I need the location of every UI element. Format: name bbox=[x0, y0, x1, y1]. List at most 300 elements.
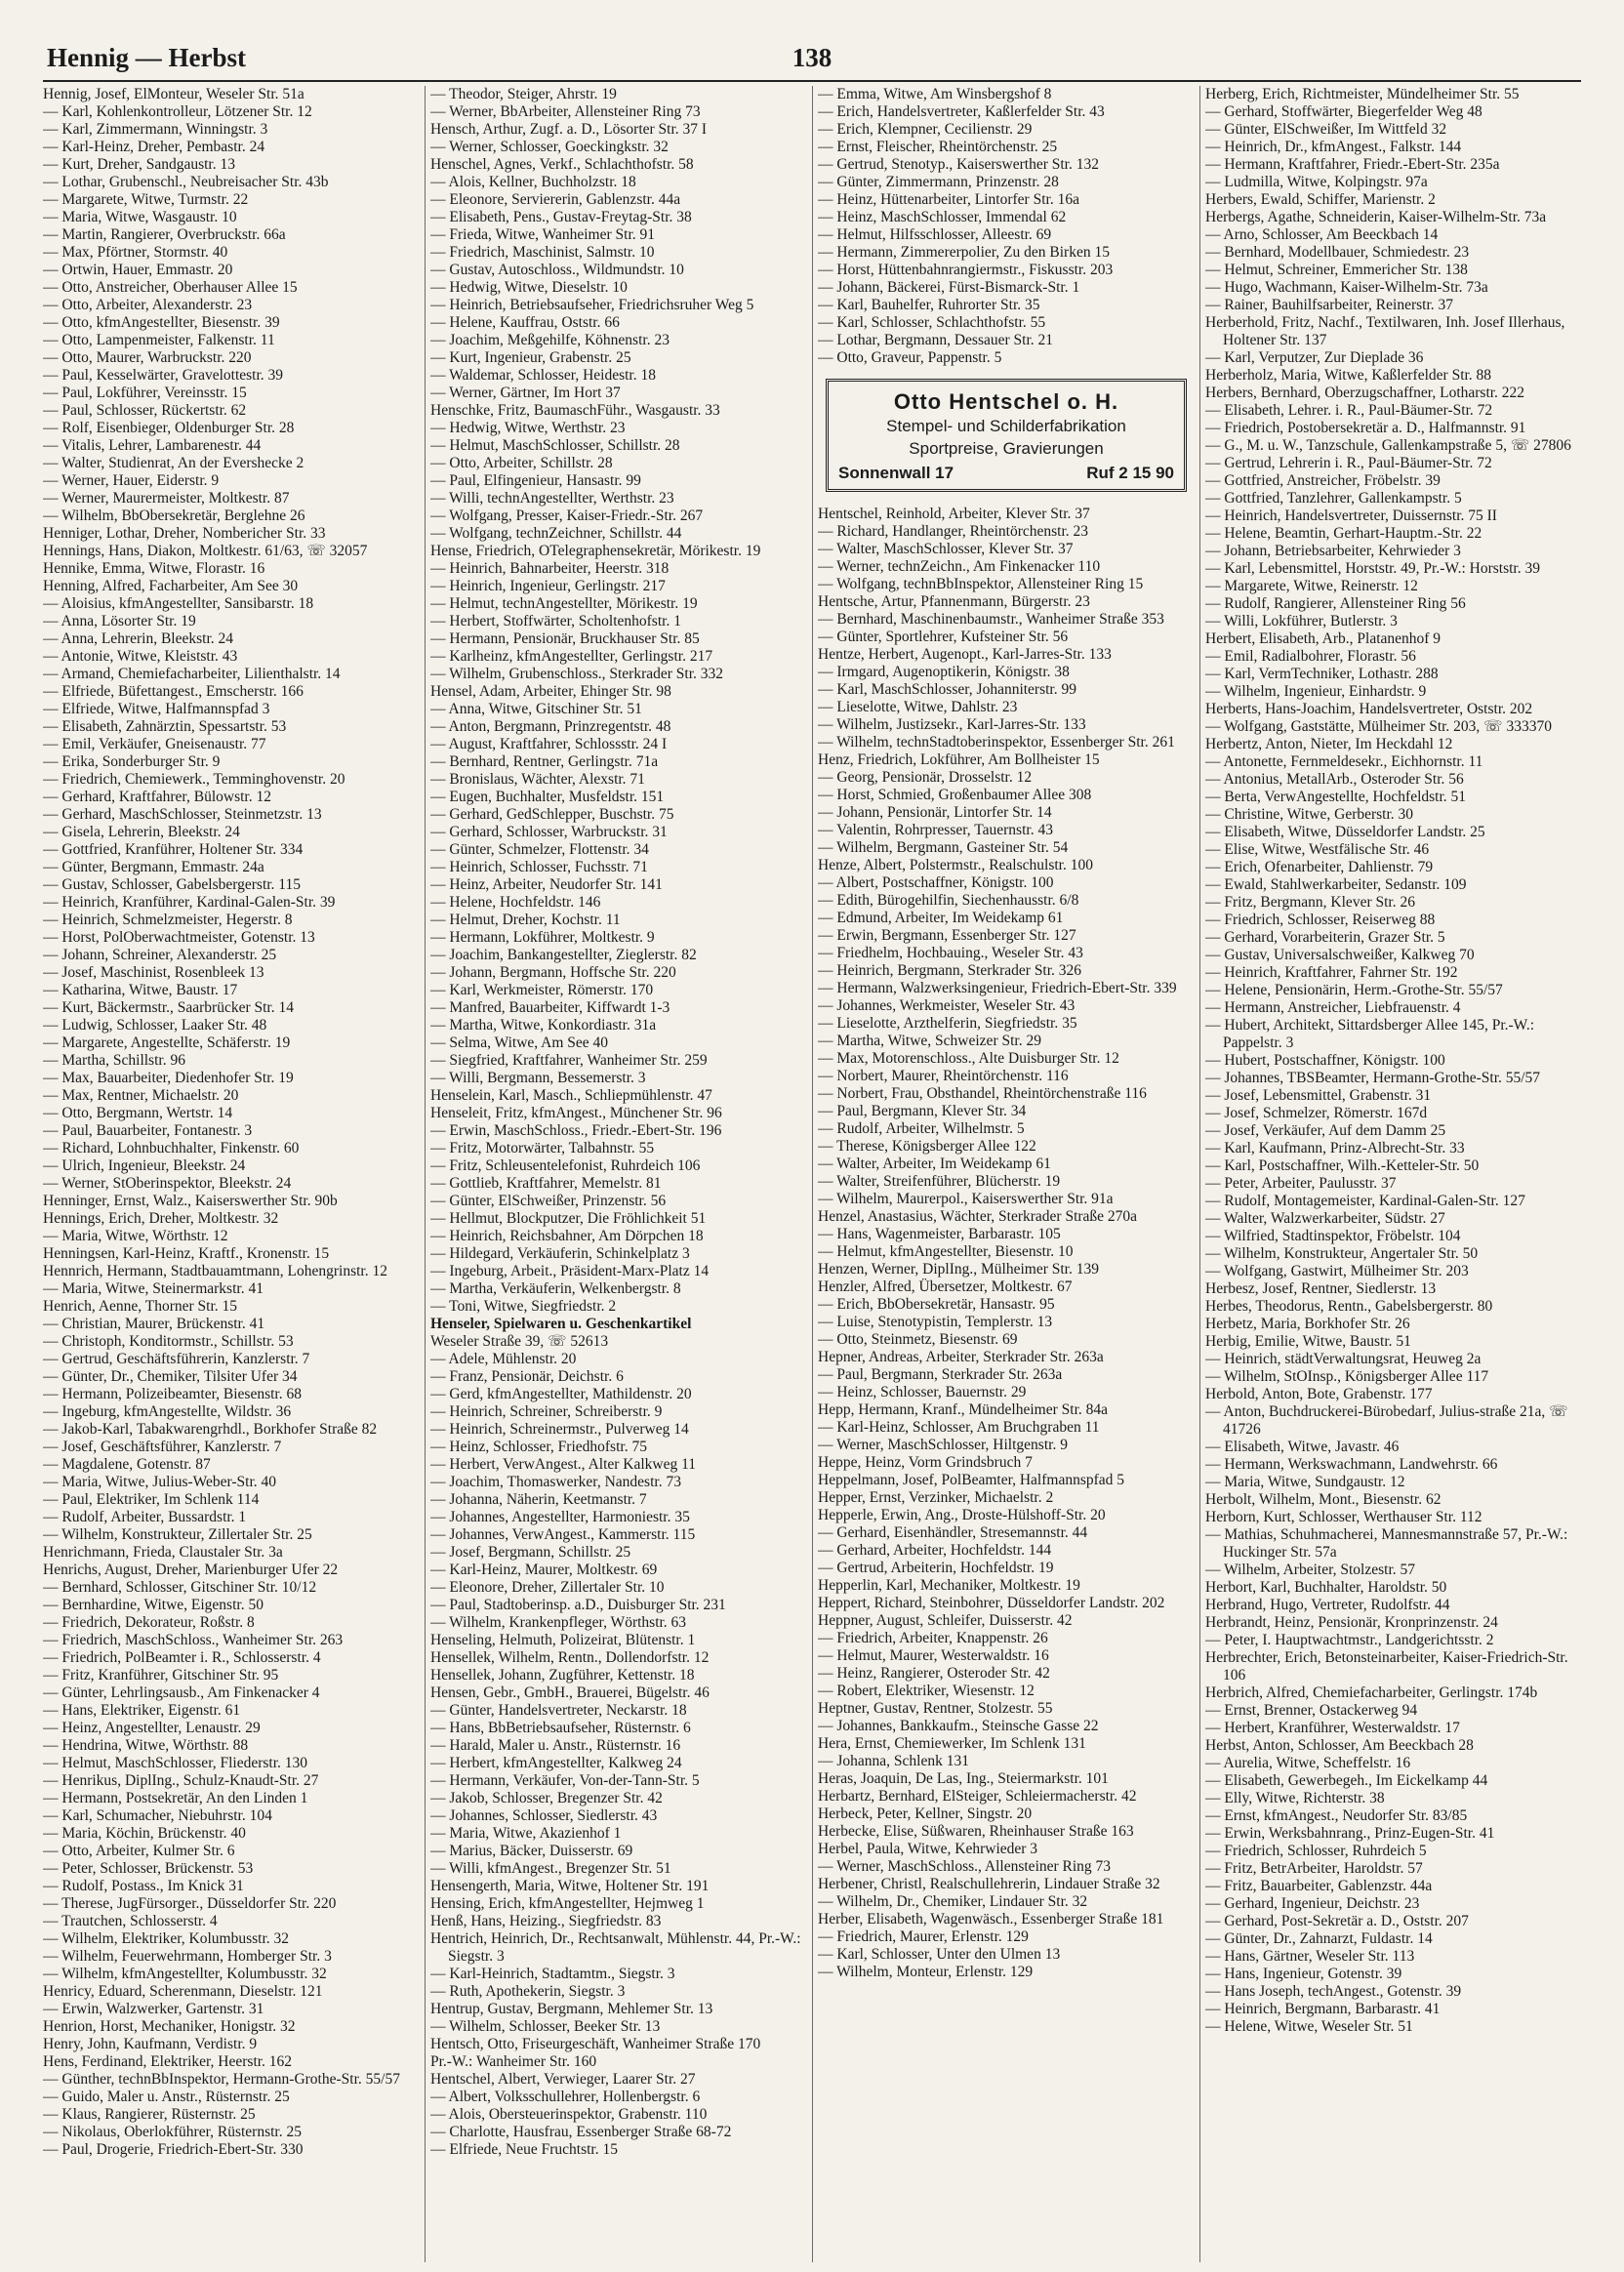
directory-entry: Hensengerth, Maria, Witwe, Holtener Str. 191 bbox=[430, 1878, 710, 1894]
directory-entry: — Maria, Witwe, Wörthstr. 12 bbox=[43, 1228, 228, 1244]
directory-entry: — Lieselotte, Witwe, Dahlstr. 23 bbox=[818, 699, 1018, 715]
directory-entry: Heras, Joaquin, De Las, Ing., Steiermarkstr. 101 bbox=[818, 1770, 1109, 1787]
directory-entry: — Elisabeth, Zahnärztin, Spessartstr. 53 bbox=[43, 718, 287, 735]
directory-entry: — Gerhard, Schlosser, Warbruckstr. 31 bbox=[430, 824, 668, 840]
column-rule bbox=[1199, 86, 1200, 2262]
directory-entry: — Hermann, Pensionär, Bruckhauser Str. 85 bbox=[430, 630, 700, 647]
directory-entry: — Peter, Arbeiter, Paulusstr. 37 bbox=[1205, 1175, 1397, 1192]
directory-entry: — Helmut, Dreher, Kochstr. 11 bbox=[430, 912, 621, 928]
directory-entry: — Edmund, Arbeiter, Im Weidekamp 61 bbox=[818, 910, 1064, 926]
directory-entry: — Otto, Maurer, Warbruckstr. 220 bbox=[43, 349, 252, 366]
directory-entry: Hentrich, Heinrich, Dr., Rechtsanwalt, Mühlenstr. 44, Pr.-W.: Siegstr. 3 bbox=[430, 1930, 801, 1965]
directory-entry: — Günter, Sportlehrer, Kufsteiner Str. 56 bbox=[818, 629, 1069, 645]
directory-entry: Herbartz, Bernhard, ElSteiger, Schleiermacherstr. 42 bbox=[818, 1788, 1137, 1805]
directory-entry: — Heinrich, Kranführer, Kardinal-Galen-Str. 39 bbox=[43, 894, 336, 911]
directory-entry: Herbesz, Josef, Rentner, Siedlerstr. 13 bbox=[1205, 1280, 1437, 1297]
directory-entry: — Josef, Bergmann, Schillstr. 25 bbox=[430, 1544, 631, 1561]
directory-entry: Herbertz, Anton, Nieter, Im Heckdahl 12 bbox=[1205, 736, 1453, 752]
directory-entry: — Bernhard, Modellbauer, Schmiedestr. 23 bbox=[1205, 244, 1470, 261]
directory-entry: — Ludmilla, Witwe, Kolpingstr. 97a bbox=[1205, 174, 1428, 190]
directory-entry: Henninger, Ernst, Walz., Kaiserswerther Str. 90b bbox=[43, 1193, 338, 1209]
directory-entry: — Friedhelm, Hochbauing., Weseler Str. 43 bbox=[818, 945, 1083, 961]
directory-entry: — Fritz, Schleusentelefonist, Ruhrdeich 106 bbox=[430, 1157, 701, 1174]
directory-entry: — Johann, Bäckerei, Fürst-Bismarck-Str. 1 bbox=[818, 279, 1080, 296]
directory-entry: — Gerhard, Kraftfahrer, Bülowstr. 12 bbox=[43, 789, 271, 805]
column-rule bbox=[812, 86, 813, 2262]
directory-entry: — Karl, Bauhelfer, Ruhrorter Str. 35 bbox=[818, 297, 1040, 313]
directory-entry: Hensellek, Johann, Zugführer, Kettenstr. 18 bbox=[430, 1667, 695, 1684]
directory-entry: Herbergs, Agathe, Schneiderin, Kaiser-Wilhelm-Str. 73a bbox=[1205, 209, 1547, 225]
directory-entry: Herbst, Anton, Schlosser, Am Beeckbach 28 bbox=[1205, 1737, 1474, 1754]
directory-entry: — Heinrich, städtVerwaltungsrat, Heuweg 2a bbox=[1205, 1351, 1482, 1367]
directory-entry: Henzler, Alfred, Übersetzer, Moltkestr. 67 bbox=[818, 1278, 1073, 1295]
directory-entry: — Hans, Ingenieur, Gotenstr. 39 bbox=[1205, 1966, 1402, 1982]
directory-entry: — Helmut, MaschSchlosser, Fliederstr. 130 bbox=[43, 1755, 308, 1771]
directory-entry: — Karl-Heinz, Maurer, Moltkestr. 69 bbox=[430, 1562, 658, 1578]
directory-entry: Herborn, Kurt, Schlosser, Werthauser Str. 112 bbox=[1205, 1509, 1482, 1525]
directory-entry: Henselein, Karl, Masch., Schliepmühlenstr. 47 bbox=[430, 1087, 712, 1104]
directory-entry: — Günter, Dr., Chemiker, Tilsiter Ufer 34 bbox=[43, 1368, 298, 1385]
directory-entry: — Gustav, Autoschloss., Wildmundstr. 10 bbox=[430, 262, 684, 278]
directory-entry: — Emil, Verkäufer, Gneisenaustr. 77 bbox=[43, 736, 266, 752]
directory-entry: — Helmut, Hilfsschlosser, Alleestr. 69 bbox=[818, 226, 1052, 243]
directory-entry: Henrichmann, Frieda, Claustaler Str. 3a bbox=[43, 1544, 283, 1561]
directory-entry: — Hans Joseph, techAngest., Gotenstr. 39 bbox=[1205, 1983, 1462, 2000]
directory-entry: — Heinrich, Kraftfahrer, Fahrner Str. 192 bbox=[1205, 964, 1458, 981]
directory-entry: — Günther, technBbInspektor, Hermann-Grothe-Str. 55/57 bbox=[43, 2071, 400, 2088]
directory-entry: — Fritz, Motorwärter, Talbahnstr. 55 bbox=[430, 1140, 655, 1156]
directory-entry: — Johannes, Schlosser, Siedlerstr. 43 bbox=[430, 1807, 658, 1824]
directory-entry: Weseler Straße 39, ☏ 52613 bbox=[430, 1333, 609, 1350]
directory-entry: — Werner, Maurermeister, Moltkestr. 87 bbox=[43, 490, 290, 507]
directory-entry: — Johannes, Werkmeister, Weseler Str. 43 bbox=[818, 997, 1076, 1014]
directory-entry: — Hellmut, Blockputzer, Die Fröhlichkeit 51 bbox=[430, 1210, 707, 1227]
directory-entry: — Waldemar, Schlosser, Heidestr. 18 bbox=[430, 367, 656, 384]
directory-entry: Herbrich, Alfred, Chemiefacharbeiter, Gerlingstr. 174b bbox=[1205, 1684, 1538, 1701]
directory-entry: — Martha, Schillstr. 96 bbox=[43, 1052, 185, 1069]
advertisement-box bbox=[826, 379, 1187, 492]
directory-entry: — Christian, Maurer, Brückenstr. 41 bbox=[43, 1316, 265, 1332]
directory-entry: — Werner, MaschSchloss., Allensteiner Ring 73 bbox=[818, 1858, 1112, 1875]
directory-entry: — Karl, Werkmeister, Römerstr. 170 bbox=[430, 982, 654, 998]
directory-entry: — Maria, Köchin, Brückenstr. 40 bbox=[43, 1825, 246, 1842]
directory-entry: — Albert, Volksschullehrer, Hollenbergstr. 6 bbox=[430, 2089, 701, 2105]
directory-entry: — Heinrich, Schlosser, Fuchsstr. 71 bbox=[430, 859, 648, 875]
directory-entry: — Horst, Hüttenbahnrangiermstr., Fiskusstr. 203 bbox=[818, 262, 1114, 278]
directory-entry: — Hermann, Zimmererpolier, Zu den Birken 15 bbox=[818, 244, 1110, 261]
directory-entry: — Hans, BbBetriebsaufseher, Rüsternstr. 6 bbox=[430, 1720, 691, 1736]
directory-entry: — Hedwig, Witwe, Werthstr. 23 bbox=[430, 420, 626, 436]
directory-entry: — Charlotte, Hausfrau, Essenberger Straße 68-72 bbox=[430, 2124, 732, 2140]
directory-entry: — Max, Bauarbeiter, Diedenhofer Str. 19 bbox=[43, 1070, 294, 1086]
directory-entry: — Bernhard, Maschinenbaumstr., Wanheimer Straße 353 bbox=[818, 611, 1164, 628]
column-1 bbox=[43, 86, 420, 2262]
directory-entry: — Bernhardine, Witwe, Eigenstr. 50 bbox=[43, 1597, 264, 1613]
directory-entry: — Wilhelm, Justizsekr., Karl-Jarres-Str. 133 bbox=[818, 716, 1086, 733]
directory-entry: — Heinrich, Ingenieur, Gerlingstr. 217 bbox=[430, 578, 666, 594]
directory-entry: — Peter, I. Hauptwachtmstr., Landgerichtsstr. 2 bbox=[1205, 1632, 1494, 1648]
directory-entry: — Harald, Maler u. Anstr., Rüsternstr. 16 bbox=[430, 1737, 681, 1754]
directory-entry: — Wilhelm, Krankenpfleger, Wörthstr. 63 bbox=[430, 1614, 687, 1631]
directory-entry: Henningsen, Karl-Heinz, Kraftf., Kronenstr. 15 bbox=[43, 1245, 330, 1262]
directory-entry: — Paul, Lokführer, Vereinsstr. 15 bbox=[43, 385, 247, 401]
directory-entry: — Trautchen, Schlosserstr. 4 bbox=[43, 1913, 218, 1929]
directory-entry: Hentschel, Reinhold, Arbeiter, Klever Str. 37 bbox=[818, 506, 1090, 522]
directory-entry: — Wilhelm, Konstrukteur, Angertaler Str. 50 bbox=[1205, 1245, 1479, 1262]
directory-entry: — Robert, Elektriker, Wiesenstr. 12 bbox=[818, 1683, 1035, 1699]
directory-entry: — Gerhard, Stoffwärter, Biegerfelder Weg 48 bbox=[1205, 103, 1482, 120]
directory-entry: Henning, Alfred, Facharbeiter, Am See 30 bbox=[43, 578, 299, 594]
directory-entry: — Ruth, Apothekerin, Siegstr. 3 bbox=[430, 1983, 626, 2000]
directory-entry: — Max, Pförtner, Stormstr. 40 bbox=[43, 244, 228, 261]
directory-entry: — Henrikus, DiplIng., Schulz-Knaudt-Str. 27 bbox=[43, 1772, 319, 1789]
directory-entry: — Hugo, Wachmann, Kaiser-Wilhelm-Str. 73a bbox=[1205, 279, 1488, 296]
directory-entry: — Erika, Sonderburger Str. 9 bbox=[43, 753, 221, 770]
directory-entry: Hennrich, Hermann, Stadtbauamtmann, Lohengrinstr. 12 bbox=[43, 1263, 387, 1279]
directory-entry: — Christoph, Konditormstr., Schillstr. 53 bbox=[43, 1333, 294, 1350]
directory-entry: — Werner, StOberinspektor, Bleekstr. 24 bbox=[43, 1175, 292, 1192]
directory-entry: — Fritz, Bergmann, Klever Str. 26 bbox=[1205, 894, 1415, 911]
directory-entry: — Ernst, kfmAngest., Neudorfer Str. 83/85 bbox=[1205, 1807, 1468, 1824]
directory-entry: — Werner, technZeichn., Am Finkenacker 110 bbox=[818, 558, 1101, 575]
directory-entry: Hensch, Arthur, Zugf. a. D., Lösorter Str. 37 I bbox=[430, 121, 708, 138]
directory-entry: — Wilhelm, StOInsp., Königsberger Allee 117 bbox=[1205, 1368, 1489, 1385]
directory-entry: Henniger, Lothar, Dreher, Nombericher Str. 33 bbox=[43, 525, 326, 542]
directory-entry: — Bronislaus, Wächter, Alexstr. 71 bbox=[430, 771, 645, 788]
directory-entry: — Mathias, Schuhmacherei, Mannesmannstraße 57, Pr.-W.: Huckinger Str. 57a bbox=[1205, 1526, 1568, 1561]
directory-entry: — Theodor, Steiger, Ahrstr. 19 bbox=[430, 86, 617, 102]
directory-entry: — Helmut, Schreiner, Emmericher Str. 138 bbox=[1205, 262, 1468, 278]
directory-entry: — Martha, Witwe, Konkordiastr. 31a bbox=[430, 1017, 657, 1034]
directory-entry: — Paul, Bergmann, Klever Str. 34 bbox=[818, 1103, 1027, 1119]
directory-entry: Herbecke, Elise, Süßwaren, Rheinhauser Straße 163 bbox=[818, 1823, 1134, 1840]
directory-entry: Herberg, Erich, Richtmeister, Mündelheimer Str. 55 bbox=[1205, 86, 1520, 102]
directory-entry: Herbes, Theodorus, Rentn., Gabelsbergerstr. 80 bbox=[1205, 1298, 1493, 1315]
directory-entry: — Max, Motorenschloss., Alte Duisburger Str. 12 bbox=[818, 1050, 1119, 1067]
directory-entry: — Willi, technAngestellter, Werthstr. 23 bbox=[430, 490, 674, 507]
directory-entry: — Günter, Lehrlingsausb., Am Finkenacker 4 bbox=[43, 1684, 320, 1701]
directory-entry: — Elfriede, Neue Fruchtstr. 15 bbox=[430, 2141, 618, 2158]
directory-entry: — Katharina, Witwe, Baustr. 17 bbox=[43, 982, 238, 998]
directory-entry: — Friedrich, Schlosser, Reiserweg 88 bbox=[1205, 912, 1436, 928]
directory-entry: — Ortwin, Hauer, Emmastr. 20 bbox=[43, 262, 233, 278]
directory-entry: — Walter, Walzwerkarbeiter, Südstr. 27 bbox=[1205, 1210, 1445, 1227]
directory-entry: — Heinz, Angestellter, Lenaustr. 29 bbox=[43, 1720, 261, 1736]
directory-entry: — Otto, Arbeiter, Alexanderstr. 23 bbox=[43, 297, 253, 313]
directory-entry: — Emil, Radialbohrer, Florastr. 56 bbox=[1205, 648, 1416, 665]
directory-entry: — Gerd, kfmAngestellter, Mathildenstr. 20 bbox=[430, 1386, 692, 1402]
directory-entry: — Friedrich, MaschSchloss., Wanheimer Str. 263 bbox=[43, 1632, 344, 1648]
directory-entry: — Fritz, Kranführer, Gitschiner Str. 95 bbox=[43, 1667, 279, 1684]
directory-entry: — Werner, BbArbeiter, Allensteiner Ring 73 bbox=[430, 103, 701, 120]
directory-entry: Hera, Ernst, Chemiewerker, Im Schlenk 131 bbox=[818, 1735, 1086, 1752]
directory-entry: — Walter, Streifenführer, Blücherstr. 19 bbox=[818, 1173, 1061, 1190]
directory-entry: Pr.-W.: Wanheimer Str. 160 bbox=[430, 2053, 597, 2070]
directory-entry: — Marius, Bäcker, Duisserstr. 69 bbox=[430, 1843, 633, 1859]
directory-entry: Hennig, Josef, ElMonteur, Weseler Str. 51a bbox=[43, 86, 304, 102]
directory-entry: Heppert, Richard, Steinbohrer, Düsseldorfer Landstr. 202 bbox=[818, 1595, 1165, 1611]
directory-entry: — Ingeburg, Arbeit., Präsident-Marx-Platz 14 bbox=[430, 1263, 710, 1279]
directory-entry: Herbrechter, Erich, Betonsteinarbeiter, Kaiser-Friedrich-Str. 106 bbox=[1205, 1649, 1568, 1684]
directory-entry: Hensing, Erich, kfmAngestellter, Hejmweg 1 bbox=[430, 1895, 705, 1912]
directory-entry: — Magdalene, Gotenstr. 87 bbox=[43, 1456, 211, 1473]
directory-entry: — Therese, Königsberger Allee 122 bbox=[818, 1138, 1036, 1155]
directory-entry: — Bernhard, Schlosser, Gitschiner Str. 10/12 bbox=[43, 1579, 317, 1596]
directory-entry: — Rolf, Eisenbieger, Oldenburger Str. 28 bbox=[43, 420, 295, 436]
directory-entry: — Hans, Elektriker, Eigenstr. 61 bbox=[43, 1702, 241, 1719]
directory-entry: — Ewald, Stahlwerkarbeiter, Sedanstr. 109 bbox=[1205, 876, 1467, 893]
directory-entry: — Otto, Arbeiter, Schillstr. 28 bbox=[430, 455, 613, 471]
directory-entry: — Max, Rentner, Michaelstr. 20 bbox=[43, 1087, 239, 1104]
directory-entry: — Heinz, Rangierer, Osteroder Str. 42 bbox=[818, 1665, 1050, 1682]
directory-entry: — Herbert, Stoffwärter, Scholtenhofstr. 1 bbox=[430, 613, 681, 629]
directory-entry: — Anton, Bergmann, Prinzregentstr. 48 bbox=[430, 718, 671, 735]
directory-entry: — Paul, Elfingenieur, Hansastr. 99 bbox=[430, 472, 641, 489]
directory-entry: — Wilhelm, Grubenschloss., Sterkrader Str. 332 bbox=[430, 666, 724, 682]
directory-entry: — Antonius, MetallArb., Osteroder Str. 56 bbox=[1205, 771, 1464, 788]
directory-entry: — Heinrich, Dr., kfmAngest., Falkstr. 144 bbox=[1205, 139, 1462, 155]
directory-entry: — Heinz, Hüttenarbeiter, Lintorfer Str. 16a bbox=[818, 191, 1079, 208]
directory-entry: — Nikolaus, Oberlokführer, Rüsternstr. 25 bbox=[43, 2124, 302, 2140]
directory-entry: — Franz, Pensionär, Deichstr. 6 bbox=[430, 1368, 624, 1385]
directory-entry: — Helmut, technAngestellter, Mörikestr. 19 bbox=[430, 595, 698, 612]
directory-entry: — Elisabeth, Pens., Gustav-Freytag-Str. 38 bbox=[430, 209, 692, 225]
directory-entry: — Günter, Zimmermann, Prinzenstr. 28 bbox=[818, 174, 1059, 190]
directory-entry: Hennings, Erich, Dreher, Moltkestr. 32 bbox=[43, 1210, 279, 1227]
directory-entry: — Adele, Mühlenstr. 20 bbox=[430, 1351, 577, 1367]
directory-entry: — Gustav, Schlosser, Gabelsbergerstr. 115 bbox=[43, 876, 301, 893]
directory-entry: — Antonette, Fernmeldesekr., Eichhornstr. 11 bbox=[1205, 753, 1483, 770]
directory-entry: — Werner, Schlosser, Goeckingkstr. 32 bbox=[430, 139, 669, 155]
directory-entry: — Otto, Arbeiter, Kulmer Str. 6 bbox=[43, 1843, 235, 1859]
directory-entry: — Gerhard, Post-Sekretär a. D., Oststr. 207 bbox=[1205, 1913, 1469, 1929]
directory-entry: Hentsch, Otto, Friseurgeschäft, Wanheimer Straße 170 bbox=[430, 2036, 761, 2052]
directory-entry: — Willi, kfmAngest., Bregenzer Str. 51 bbox=[430, 1860, 671, 1877]
directory-entry: Hens, Ferdinand, Elektriker, Heerstr. 162 bbox=[43, 2053, 293, 2070]
directory-entry: — Helene, Hochfeldstr. 146 bbox=[430, 894, 601, 911]
directory-entry: — Rudolf, Montagemeister, Kardinal-Galen-Str. 127 bbox=[1205, 1193, 1525, 1209]
directory-entry: — Gerhard, Ingenieur, Deichstr. 23 bbox=[1205, 1895, 1420, 1912]
directory-entry: Hentrup, Gustav, Bergmann, Mehlemer Str. 13 bbox=[430, 2001, 713, 2017]
directory-entry: Henzen, Werner, DiplIng., Mülheimer Str. 139 bbox=[818, 1261, 1099, 1278]
directory-entry: Heppe, Heinz, Vorm Grindsbruch 7 bbox=[818, 1454, 1033, 1471]
directory-entry: — Friedrich, Postobersekretär a. D., Halfmannstr. 91 bbox=[1205, 420, 1526, 436]
directory-entry: — Heinrich, Bahnarbeiter, Heerstr. 318 bbox=[430, 560, 670, 577]
directory-entry: Herbener, Christl, Realschullehrerin, Lindauer Straße 32 bbox=[818, 1876, 1160, 1892]
directory-entry: — Elisabeth, Lehrer. i. R., Paul-Bäumer-Str. 72 bbox=[1205, 402, 1493, 419]
directory-entry: — Josef, Maschinist, Rosenbleek 13 bbox=[43, 964, 264, 981]
directory-entry: — Heinrich, Schmelzmeister, Hegerstr. 8 bbox=[43, 912, 293, 928]
directory-entry: — Irmgard, Augenoptikerin, Königstr. 38 bbox=[818, 664, 1070, 680]
directory-entry: Hennings, Hans, Diakon, Moltkestr. 61/63, ☏ 32057 bbox=[43, 543, 368, 559]
directory-entry: — Hans, Gärtner, Weseler Str. 113 bbox=[1205, 1948, 1415, 1965]
column-rule bbox=[425, 86, 426, 2262]
directory-entry: — Gustav, Universalschweißer, Kalkweg 70 bbox=[1205, 947, 1475, 963]
directory-entry: Herber, Elisabeth, Wagenwäsch., Essenberger Straße 181 bbox=[818, 1911, 1164, 1927]
directory-entry: Henry, John, Kaufmann, Verdistr. 9 bbox=[43, 2036, 258, 2052]
directory-entry: Herberhold, Fritz, Nachf., Textilwaren, Inh. Josef Illerhaus, Holtener Str. 137 bbox=[1205, 314, 1565, 348]
directory-entry: — Walter, MaschSchlosser, Klever Str. 37 bbox=[818, 541, 1074, 557]
directory-entry: — Josef, Geschäftsführer, Kanzlerstr. 7 bbox=[43, 1439, 282, 1455]
directory-entry: — Arno, Schlosser, Am Beeckbach 14 bbox=[1205, 226, 1439, 243]
ad-address: Sonnenwall 17 bbox=[838, 464, 954, 482]
directory-entry: — Gertrud, Lehrerin i. R., Paul-Bäumer-Str. 72 bbox=[1205, 455, 1492, 471]
directory-entry: — Wolfgang, Presser, Kaiser-Friedr.-Str. 267 bbox=[430, 507, 704, 524]
directory-entry: Heptner, Gustav, Rentner, Stolzestr. 55 bbox=[818, 1700, 1053, 1717]
directory-entry: — Gertrud, Arbeiterin, Hochfeldstr. 19 bbox=[818, 1560, 1054, 1576]
directory-entry: — Wilhelm, Konstrukteur, Zillertaler Str. 25 bbox=[43, 1526, 312, 1543]
directory-entry: Hepp, Hermann, Kranf., Mündelheimer Str. 84a bbox=[818, 1401, 1109, 1418]
directory-entry: — Günter, ElSchweißer, Prinzenstr. 56 bbox=[430, 1193, 667, 1209]
directory-entry: — Elfriede, Witwe, Halfmannspfad 3 bbox=[43, 701, 270, 717]
directory-entry: — Willi, Bergmann, Bessemerstr. 3 bbox=[430, 1070, 646, 1086]
directory-entry: Herbrandt, Heinz, Pensionär, Kronprinzenstr. 24 bbox=[1205, 1614, 1498, 1631]
directory-entry: Henß, Hans, Heizing., Siegfriedstr. 83 bbox=[430, 1913, 662, 1929]
directory-entry: — Karl, Verputzer, Zur Dieplade 36 bbox=[1205, 349, 1424, 366]
directory-entry: — Friedrich, PolBeamter i. R., Schlosserstr. 4 bbox=[43, 1649, 321, 1666]
directory-entry: — Karl, VermTechniker, Lothastr. 288 bbox=[1205, 666, 1439, 682]
directory-entry: Hensel, Adam, Arbeiter, Ehinger Str. 98 bbox=[430, 683, 671, 700]
directory-entry: Herbrand, Hugo, Vertreter, Rudolfstr. 44 bbox=[1205, 1597, 1450, 1613]
directory-entry: Hentschel, Albert, Verwieger, Laarer Str. 27 bbox=[430, 2071, 696, 2088]
directory-entry: — Karl, Zimmermann, Winningstr. 3 bbox=[43, 121, 268, 138]
directory-entry: Hepper, Ernst, Verzinker, Michaelstr. 2 bbox=[818, 1489, 1054, 1506]
directory-entry: — Wilhelm, Monteur, Erlenstr. 129 bbox=[818, 1964, 1034, 1980]
directory-entry: — Heinz, MaschSchlosser, Immendal 62 bbox=[818, 209, 1067, 225]
directory-entry: — Anton, Buchdruckerei-Bürobedarf, Julius-straße 21a, ☏ 41726 bbox=[1205, 1403, 1568, 1438]
directory-entry: — Lothar, Grubenschl., Neubreisacher Str. 43b bbox=[43, 174, 329, 190]
directory-entry: — Peter, Schlosser, Brückenstr. 53 bbox=[43, 1860, 254, 1877]
directory-entry: — Hermann, Kraftfahrer, Friedr.-Ebert-Str. 235a bbox=[1205, 156, 1500, 173]
directory-entry: — Maria, Witwe, Akazienhof 1 bbox=[430, 1825, 622, 1842]
directory-entry: Herbeck, Peter, Kellner, Singstr. 20 bbox=[818, 1805, 1033, 1822]
directory-entry: — Luise, Stenotypistin, Templerstr. 13 bbox=[818, 1314, 1053, 1330]
directory-entry: — Anna, Lösorter Str. 19 bbox=[43, 613, 196, 629]
directory-entry: — Johannes, Bankkaufm., Steinsche Gasse 22 bbox=[818, 1718, 1099, 1734]
directory-entry: — Kurt, Bäckermstr., Saarbrücker Str. 14 bbox=[43, 999, 294, 1016]
directory-entry: — Jakob-Karl, Tabakwarengrhdl., Borkhofer Straße 82 bbox=[43, 1421, 378, 1438]
directory-entry: — Otto, kfmAngestellter, Biesenstr. 39 bbox=[43, 314, 280, 331]
directory-entry: — Hermann, Werkswachmann, Landwehrstr. 66 bbox=[1205, 1456, 1498, 1473]
directory-entry: Henze, Albert, Polstermstr., Realschulstr. 100 bbox=[818, 857, 1093, 873]
directory-entry: Henzel, Anastasius, Wächter, Sterkrader Straße 270a bbox=[818, 1208, 1138, 1225]
directory-entry: — Erwin, Walzwerker, Gartenstr. 31 bbox=[43, 2001, 264, 2017]
running-head: Hennig — Herbst bbox=[47, 43, 247, 72]
directory-entry: — Heinz, Schlosser, Friedhofstr. 75 bbox=[430, 1439, 647, 1455]
ad-phone: Ruf 2 15 90 bbox=[1086, 464, 1174, 482]
directory-entry: — Rainer, Bauhilfsarbeiter, Reinerstr. 37 bbox=[1205, 297, 1454, 313]
directory-entry: Herbers, Ewald, Schiffer, Marienstr. 2 bbox=[1205, 191, 1436, 208]
directory-entry: — Helene, Beamtin, Gerhart-Hauptm.-Str. 22 bbox=[1205, 525, 1482, 542]
directory-entry: — Heinrich, Bergmann, Sterkrader Str. 326 bbox=[818, 962, 1082, 979]
directory-entry: — Helene, Pensionärin, Herm.-Grothe-Str. 55/57 bbox=[1205, 982, 1503, 998]
directory-entry: — Toni, Witwe, Siegfriedstr. 2 bbox=[430, 1298, 617, 1315]
directory-entry: Henseler, Spielwaren u. Geschenkartikel bbox=[430, 1316, 692, 1332]
directory-entry: — Gerhard, Vorarbeiterin, Grazer Str. 5 bbox=[1205, 929, 1445, 946]
directory-entry: — Paul, Elektriker, Im Schlenk 114 bbox=[43, 1491, 260, 1508]
directory-entry: — Elisabeth, Witwe, Javastr. 46 bbox=[1205, 1439, 1400, 1455]
directory-entry: — Karl, Schlosser, Schlachthofstr. 55 bbox=[818, 314, 1046, 331]
directory-entry: Hennike, Emma, Witwe, Florastr. 16 bbox=[43, 560, 265, 577]
directory-entry: Henschke, Fritz, BaumaschFühr., Wasgaustr. 33 bbox=[430, 402, 720, 419]
directory-entry: — Josef, Lebensmittel, Grabenstr. 31 bbox=[1205, 1087, 1432, 1104]
directory-entry: — Eleonore, Serviererin, Gablenzstr. 44a bbox=[430, 191, 681, 208]
directory-entry: — Selma, Witwe, Am See 40 bbox=[430, 1035, 609, 1051]
directory-entry: Herbig, Emilie, Witwe, Baustr. 51 bbox=[1205, 1333, 1411, 1350]
directory-entry: — Johannes, VerwAngest., Kammerstr. 115 bbox=[430, 1526, 696, 1543]
directory-entry: Henschel, Agnes, Verkf., Schlachthofstr. 58 bbox=[430, 156, 694, 173]
directory-entry: — Wolfgang, Gaststätte, Mülheimer Str. 203, ☏ 333370 bbox=[1205, 718, 1552, 735]
directory-entry: — Helene, Witwe, Weseler Str. 51 bbox=[1205, 2018, 1413, 2035]
directory-entry: — Siegfried, Kraftfahrer, Wanheimer Str. 259 bbox=[430, 1052, 708, 1069]
directory-entry: Herberholz, Maria, Witwe, Kaßlerfelder Str. 88 bbox=[1205, 367, 1492, 384]
directory-entry: — Martha, Witwe, Schweizer Str. 29 bbox=[818, 1033, 1041, 1049]
directory-entry: — Johann, Pensionär, Lintorfer Str. 14 bbox=[818, 804, 1052, 821]
directory-entry: Henrichs, August, Dreher, Marienburger Ufer 22 bbox=[43, 1562, 339, 1578]
directory-entry: — Johannes, TBSBeamter, Hermann-Grothe-Str. 55/57 bbox=[1205, 1070, 1541, 1086]
directory-entry: — Ludwig, Schlosser, Laaker Str. 48 bbox=[43, 1017, 267, 1034]
directory-entry: Henrion, Horst, Mechaniker, Honigstr. 32 bbox=[43, 2018, 296, 2035]
directory-entry: — Paul, Stadtoberinsp. a.D., Duisburger Str. 231 bbox=[430, 1597, 726, 1613]
directory-entry: — Gottfried, Tanzlehrer, Gallenkampstr. 5 bbox=[1205, 490, 1462, 507]
directory-entry: — Werner, Hauer, Eiderstr. 9 bbox=[43, 472, 220, 489]
directory-entry: — Walter, Arbeiter, Im Weidekamp 61 bbox=[818, 1156, 1051, 1172]
directory-entry: — Friedrich, Maschinist, Salmstr. 10 bbox=[430, 244, 655, 261]
directory-entry: — Margarete, Angestellte, Schäferstr. 19 bbox=[43, 1035, 291, 1051]
directory-entry: — Heinrich, Bergmann, Barbarastr. 41 bbox=[1205, 2001, 1441, 2017]
directory-entry: — Karl, Schlosser, Unter den Ulmen 13 bbox=[818, 1946, 1061, 1963]
directory-entry: Henz, Friedrich, Lokführer, Am Bollheister 15 bbox=[818, 751, 1100, 768]
directory-entry: — Wolfgang, Gastwirt, Mülheimer Str. 203 bbox=[1205, 1263, 1469, 1279]
directory-entry: — Paul, Bauarbeiter, Fontanestr. 3 bbox=[43, 1122, 253, 1139]
directory-entry: — Gerhard, MaschSchlosser, Steinmetzstr. 13 bbox=[43, 806, 322, 823]
directory-entry: — Lieselotte, Arzthelferin, Siegfriedstr. 35 bbox=[818, 1015, 1077, 1032]
directory-entry: — Ulrich, Ingenieur, Bleekstr. 24 bbox=[43, 1157, 246, 1174]
directory-entry: — Herbert, VerwAngest., Alter Kalkweg 11 bbox=[430, 1456, 697, 1473]
page-number: 138 bbox=[792, 43, 832, 72]
directory-entry: — Karl-Heinz, Dreher, Pembastr. 24 bbox=[43, 139, 265, 155]
directory-entry: Heppner, August, Schleifer, Duisserstr. 42 bbox=[818, 1612, 1073, 1629]
directory-entry: — Otto, Bergmann, Wertstr. 14 bbox=[43, 1105, 233, 1121]
column-2 bbox=[430, 86, 807, 2262]
directory-entry: — Christine, Witwe, Gerberstr. 30 bbox=[1205, 806, 1414, 823]
directory-entry: — Norbert, Maurer, Rheintörchenstr. 116 bbox=[818, 1068, 1069, 1084]
directory-entry: — Norbert, Frau, Obsthandel, Rheintörchenstraße 116 bbox=[818, 1085, 1147, 1102]
directory-entry: — Maria, Witwe, Julius-Weber-Str. 40 bbox=[43, 1474, 277, 1490]
directory-entry: — Wilhelm, Dr., Chemiker, Lindauer Str. 32 bbox=[818, 1893, 1088, 1910]
directory-entry: — Berta, VerwAngestellte, Hochfeldstr. 51 bbox=[1205, 789, 1467, 805]
directory-entry: — Erwin, Werksbahnrang., Prinz-Eugen-Str. 41 bbox=[1205, 1825, 1495, 1842]
directory-entry: — Paul, Kesselwärter, Gravelottestr. 39 bbox=[43, 367, 284, 384]
directory-entry: Henricy, Eduard, Scherenmann, Dieselstr. 121 bbox=[43, 1983, 323, 2000]
directory-entry: — Friedrich, Schlosser, Ruhrdeich 5 bbox=[1205, 1843, 1427, 1859]
directory-entry: — Wolfgang, technBbInspektor, Allensteiner Ring 15 bbox=[818, 576, 1144, 592]
directory-entry: — Hubert, Postschaffner, Königstr. 100 bbox=[1205, 1052, 1445, 1069]
directory-entry: — Karl-Heinz, Schlosser, Am Bruchgraben 11 bbox=[818, 1419, 1100, 1436]
ad-line: Stempel- und Schilderfabrikation bbox=[886, 417, 1126, 435]
directory-entry: Hensellek, Wilhelm, Rentn., Dollendorfstr. 12 bbox=[430, 1649, 710, 1666]
directory-entry: — Paul, Schlosser, Rückertstr. 62 bbox=[43, 402, 247, 419]
directory-entry: — Vitalis, Lehrer, Lambarenestr. 44 bbox=[43, 437, 262, 454]
directory-entry: — Karl, MaschSchlosser, Johanniterstr. 99 bbox=[818, 681, 1076, 698]
directory-entry: — Klaus, Rangierer, Rüsternstr. 25 bbox=[43, 2106, 256, 2123]
directory-entry: — Elfriede, Büfettangest., Emscherstr. 166 bbox=[43, 683, 304, 700]
directory-entry: — Paul, Bergmann, Sterkrader Str. 263a bbox=[818, 1366, 1063, 1383]
directory-entry: — Maria, Witwe, Sundgaustr. 12 bbox=[1205, 1474, 1405, 1490]
directory-entry: — Johanna, Näherin, Keetmanstr. 7 bbox=[430, 1491, 647, 1508]
directory-entry: Herbert, Elisabeth, Arb., Platanenhof 9 bbox=[1205, 630, 1441, 647]
directory-entry: — Armand, Chemiefacharbeiter, Lilienthalstr. 14 bbox=[43, 666, 341, 682]
